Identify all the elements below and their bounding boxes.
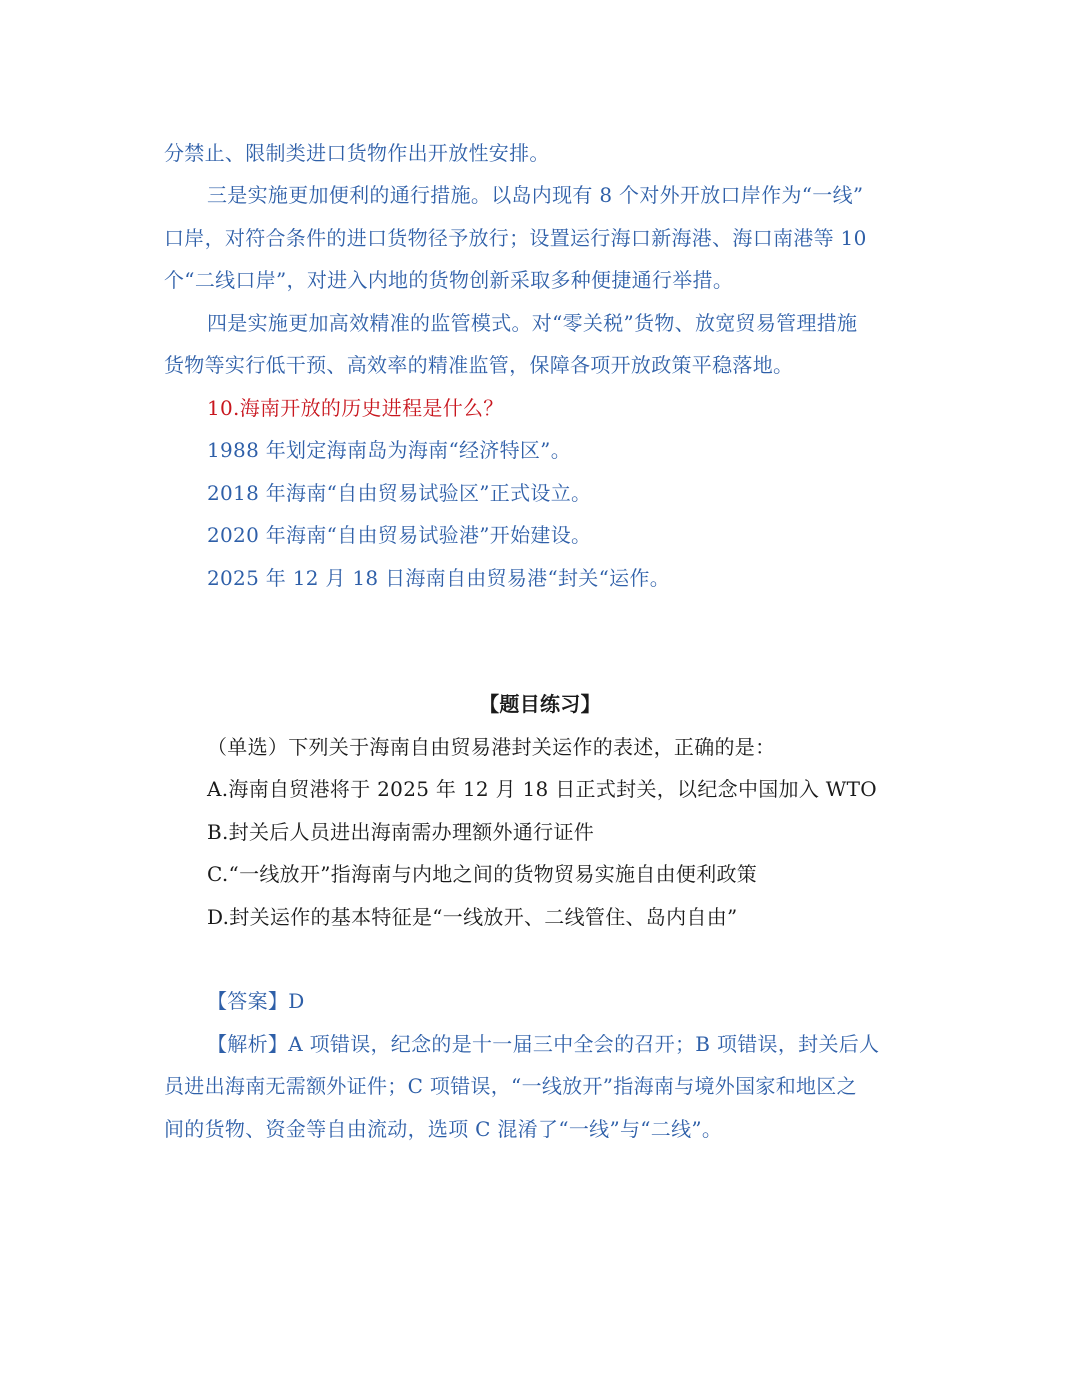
question-stem: （单选）下列关于海南自由贸易港封关运作的表述，正确的是：: [207, 735, 776, 759]
paragraph-4-line-1: 四是实施更加高效精准的监管模式。对“零关税”货物、放宽贸易管理措施: [207, 311, 858, 335]
paragraph-3-line-2: 口岸，对符合条件的进口货物径予放行；设置运行海口新海港、海口南港等 10: [164, 226, 867, 250]
paragraph-3-line-1: 三是实施更加便利的通行措施。以岛内现有 8 个对外开放口岸作为“一线”: [207, 183, 864, 207]
intro-line-1: 分禁止、限制类进口货物作出开放性安排。: [164, 141, 550, 165]
question-10-title: 10.海南开放的历史进程是什么？: [207, 396, 504, 420]
practice-heading: 【题目练习】: [479, 692, 601, 716]
paragraph-3-line-3: 个“二线口岸”，对进入内地的货物创新采取多种便捷通行举措。: [164, 268, 734, 292]
analysis-line-2: 员进出海南无需额外证件；C 项错误，“一线放开”指海南与境外国家和地区之: [164, 1074, 857, 1098]
history-item-2025: 2025 年 12 月 18 日海南自由贸易港“封关“运作。: [207, 566, 671, 590]
option-c: C.“一线放开”指海南与内地之间的货物贸易实施自由便利政策: [207, 862, 758, 886]
option-b: B.封关后人员进出海南需办理额外通行证件: [207, 820, 595, 844]
analysis-line-3: 间的货物、资金等自由流动，选项 C 混淆了“一线”与“二线”。: [164, 1117, 723, 1141]
history-item-2018: 2018 年海南“自由贸易试验区”正式设立。: [207, 481, 592, 505]
option-d: D.封关运作的基本特征是“一线放开、二线管住、岛内自由”: [207, 905, 738, 929]
analysis-line-1: 【解析】A 项错误，纪念的是十一届三中全会的召开；B 项错误，封关后人: [207, 1032, 880, 1056]
history-item-1988: 1988 年划定海南岛为海南“经济特区”。: [207, 438, 572, 462]
answer-line: 【答案】D: [207, 989, 305, 1013]
option-a: A.海南自贸港将于 2025 年 12 月 18 日正式封关，以纪念中国加入 WTO: [207, 777, 877, 801]
history-item-2020: 2020 年海南“自由贸易试验港”开始建设。: [207, 523, 592, 547]
paragraph-4-line-2: 货物等实行低干预、高效率的精准监管，保障各项开放政策平稳落地。: [164, 353, 794, 377]
